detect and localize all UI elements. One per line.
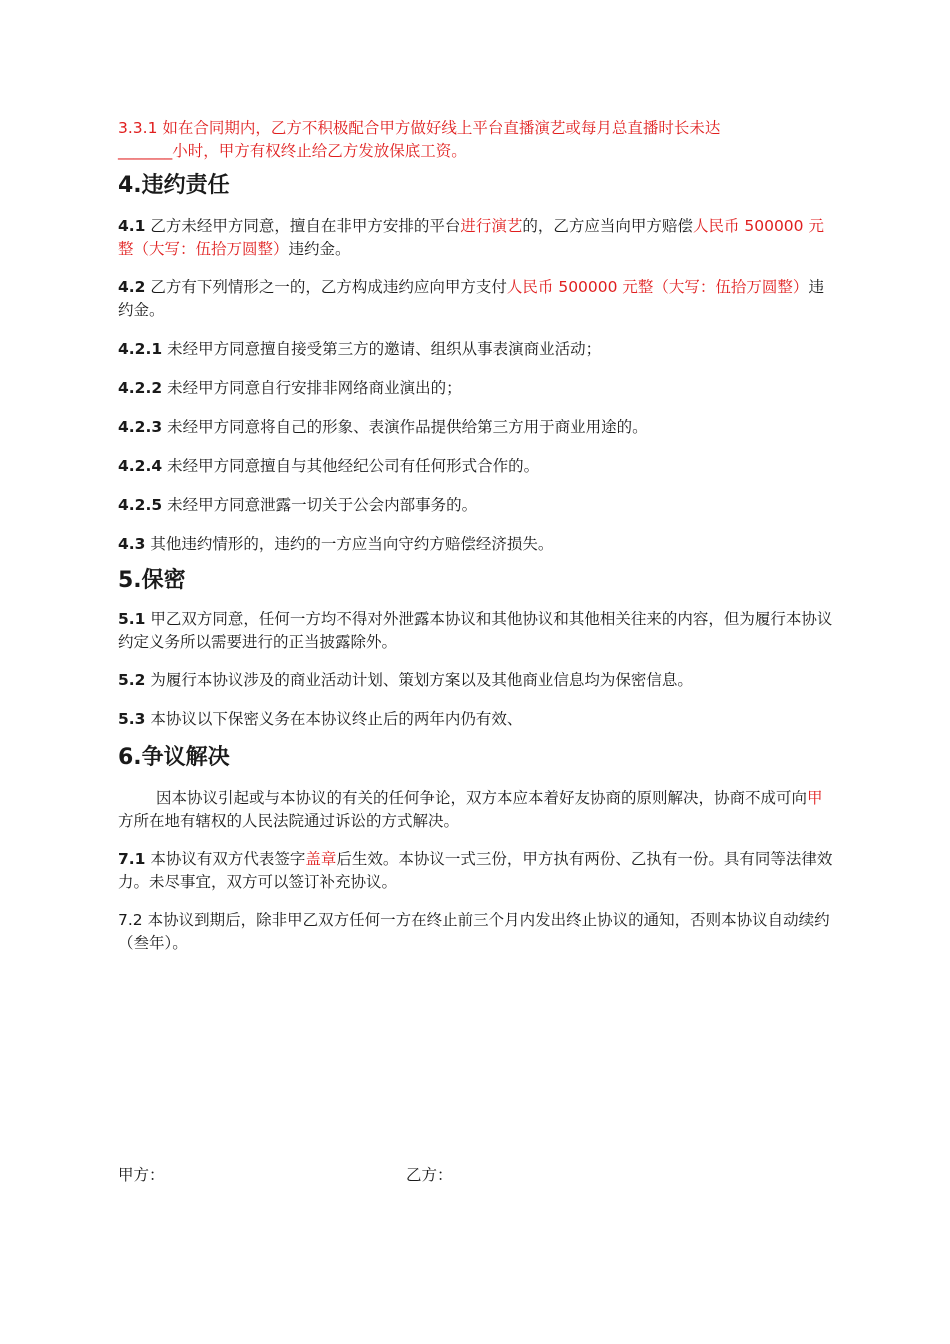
clause-number: 4.2.2 [118, 379, 163, 397]
clause-5-2 [118, 669, 834, 692]
clause-4-2-1 [118, 338, 834, 361]
section-4-title: 4.违约责任 [118, 173, 230, 198]
clause-number: 7.1 [118, 850, 146, 868]
clause-number: 5.2 [118, 671, 146, 689]
clause-7-1 [118, 848, 834, 894]
clause-3-3-1 [118, 117, 834, 163]
clause-text: 未经甲方同意自行安排非网络商业演出的； [162, 379, 462, 397]
clause-5-1 [118, 608, 834, 654]
highlighted-text: 进行演艺 [460, 217, 523, 235]
document-body [118, 117, 834, 955]
clause-number: 4.2.4 [118, 457, 163, 475]
clause-text: 为履行本协议涉及的商业活动计划、策划方案以及其他商业信息均为保密信息。 [145, 671, 693, 689]
section-5-title: 5.保密 [118, 568, 186, 593]
highlighted-amount: 人民币 500000 元整（大写：伍拾万圆整） [118, 217, 824, 258]
clause-text: 未经甲方同意泄露一切关于公会内部事务的。 [162, 496, 478, 514]
clause-text: 乙方有下列情形之一的，乙方构成违约应向甲方支付 [145, 278, 507, 296]
clause-7-2: 7.2 本协议到期后，除非甲乙双方任何一方在终止前三个月内发出终止协议的通知，否则本协议自动续约（叁年）。 [118, 911, 830, 952]
clause-text: 本协议有双方代表签字 [145, 850, 306, 868]
clause-number: 4.2.3 [118, 418, 163, 436]
clause-3-3-1-line2: _______小时，甲方有权终止给乙方发放保底工资。 [118, 142, 467, 160]
clause-text: 后生效。本协议一式三份，甲方执有两份、乙执有一份。具有同等法律效力。未尽事宜，双方可以签订补充协议。 [118, 850, 833, 891]
clause-text: 的，乙方应当向甲方赔偿 [522, 217, 693, 235]
clause-text: 未经甲方同意将自己的形象、表演作品提供给第三方用于商业用途的。 [162, 418, 648, 436]
clause-number: 4.1 [118, 217, 146, 235]
clause-number: 5.1 [118, 610, 146, 628]
clause-number: 4.3 [118, 535, 146, 553]
clause-text: 其他违约情形的，违约的一方应当向守约方赔偿经济损失。 [145, 535, 554, 553]
clause-text: 违约金。 [118, 278, 824, 319]
clause-4-2-4 [118, 455, 834, 478]
dispute-paragraph [118, 787, 834, 833]
paragraph-text: 方所在地有辖权的人民法院通过诉讼的方式解决。 [118, 812, 460, 830]
party-a-signature-label: 甲方： [118, 1166, 165, 1184]
clause-4-2-5 [118, 494, 834, 517]
clause-number: 4.2 [118, 278, 146, 296]
clause-3-3-1-line1: 3.3.1 如在合同期内，乙方不积极配合甲方做好线上平台直播演艺或每月总直播时长未达 [118, 119, 721, 137]
clause-4-3 [118, 533, 834, 556]
highlighted-amount: 人民币 500000 元整（大写：伍拾万圆整） [506, 278, 809, 296]
clause-4-2-2 [118, 377, 834, 400]
clause-number: 4.2.1 [118, 340, 163, 358]
clause-text: 本协议以下保密义务在本协议终止后的两年内仍有效、 [145, 710, 523, 728]
clause-text: 未经甲方同意擅自接受第三方的邀请、组织从事表演商业活动； [162, 340, 602, 358]
clause-5-3 [118, 708, 834, 731]
clause-4-2 [118, 276, 834, 322]
clause-4-2-3 [118, 416, 834, 439]
clause-number: 5.3 [118, 710, 146, 728]
clause-text: 未经甲方同意擅自与其他经纪公司有任何形式合作的。 [162, 457, 540, 475]
clause-text: 违约金。 [288, 240, 351, 258]
highlighted-text: 甲 [807, 789, 823, 807]
section-6-title: 6.争议解决 [118, 745, 230, 770]
party-b-signature-label: 乙方： [406, 1166, 453, 1184]
clause-4-1 [118, 215, 834, 261]
highlighted-text: 盖章 [305, 850, 337, 868]
clause-number: 4.2.5 [118, 496, 163, 514]
paragraph-text: 因本协议引起或与本协议的有关的任何争论，双方本应本着好友协商的原则解决，协商不成可向 [156, 789, 808, 807]
clause-text: 甲乙双方同意，任何一方均不得对外泄露本协议和其他协议和其他相关往来的内容，但为履行本协议约定义务所以需要进行的正当披露除外。 [118, 610, 833, 651]
clause-text: 乙方未经甲方同意，擅自在非甲方安排的平台 [145, 217, 461, 235]
